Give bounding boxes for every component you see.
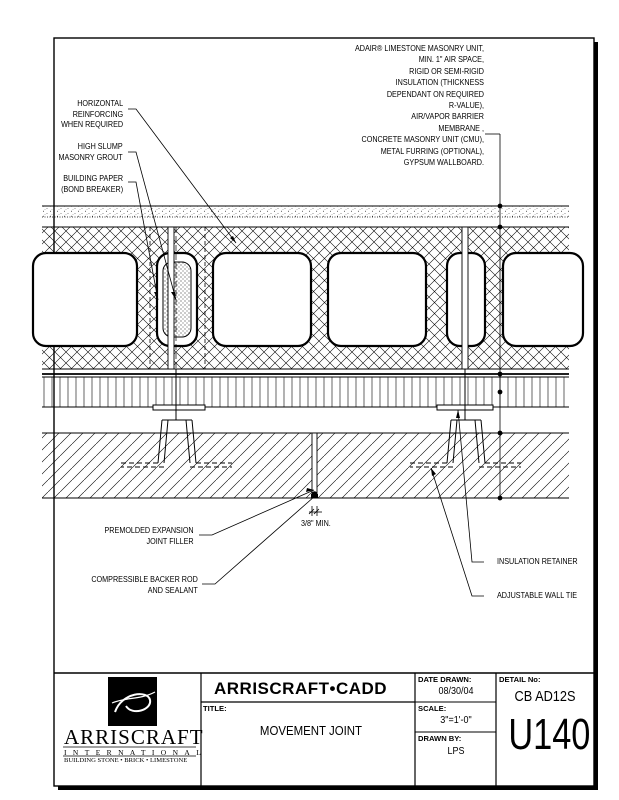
date-label: DATE DRAWN:: [418, 675, 472, 684]
detail-number: U140: [508, 710, 591, 759]
backer-rod-label: COMPRESSIBLE BACKER ROD AND SEALANT: [91, 574, 198, 595]
gypsum-wallboard: [42, 206, 569, 217]
insulation-retainer: [153, 405, 205, 410]
logo-subtitle: INTERNATIONAL: [64, 748, 208, 757]
detail-code: CB AD12S: [514, 688, 576, 705]
expansion-joint-filler: [312, 433, 317, 496]
logo-tagline: BUILDING STONE • BRICK • LIMESTONE: [64, 757, 188, 764]
sheet-border: [54, 38, 594, 786]
detail-label: DETAIL No:: [499, 675, 541, 684]
date-value: 08/30/04: [438, 686, 474, 697]
joint-filler-label: PREMOLDED EXPANSION JOINT FILLER: [104, 525, 194, 546]
logo-wordmark: ARRISCRAFT: [64, 725, 204, 749]
layer-callout: ADAIR® LIMESTONE MASONRY UNIT, MIN. 1" AIR SPACE, RIGID OR SEMI-RIGID INSULATION (THICKNESS DEPENDANT ON REQUIRED R-VALUE), AIR/VAPOR BARRIER MEMBRANE , CONCRETE MASONRY UNIT (CMU), METAL FURRING (OPTIONAL), GYPSUM WALLBOARD.: [355, 43, 484, 168]
drawing-title: MOVEMENT JOINT: [259, 723, 363, 738]
cmu-block: [33, 227, 583, 369]
cmu-core: [33, 253, 137, 346]
scale-value: 3"=1'-0": [440, 715, 472, 726]
horizontal-reinforcing-label: HORIZONTAL REINFORCING WHEN REQUIRED: [60, 98, 123, 130]
grout-label: HIGH SLUMP MASONRY GROUT: [58, 141, 123, 162]
cmu-control-joint: [168, 227, 174, 369]
cmu-core: [328, 253, 426, 346]
cmu-control-joint: [462, 227, 468, 369]
drawn-by-value: LPS: [447, 746, 465, 757]
title-label: TITLE:: [203, 704, 227, 713]
rigid-insulation: [42, 377, 569, 407]
min-gap-label: 3/8" MIN.: [301, 518, 331, 528]
building-paper-label: BUILDING PAPER (BOND BREAKER): [60, 173, 123, 194]
wall-tie-label: ADJUSTABLE WALL TIE: [497, 590, 578, 600]
scale-label: SCALE:: [418, 704, 447, 713]
cmu-core: [213, 253, 311, 346]
company-name: ARRISCRAFT•CADD: [214, 679, 388, 698]
drawn-by-label: DRAWN BY:: [418, 734, 462, 743]
masonry-grout: [163, 262, 191, 337]
cmu-core: [503, 253, 583, 346]
insulation-retainer-label: INSULATION RETAINER: [497, 556, 578, 566]
limestone-masonry-unit: [42, 433, 569, 498]
